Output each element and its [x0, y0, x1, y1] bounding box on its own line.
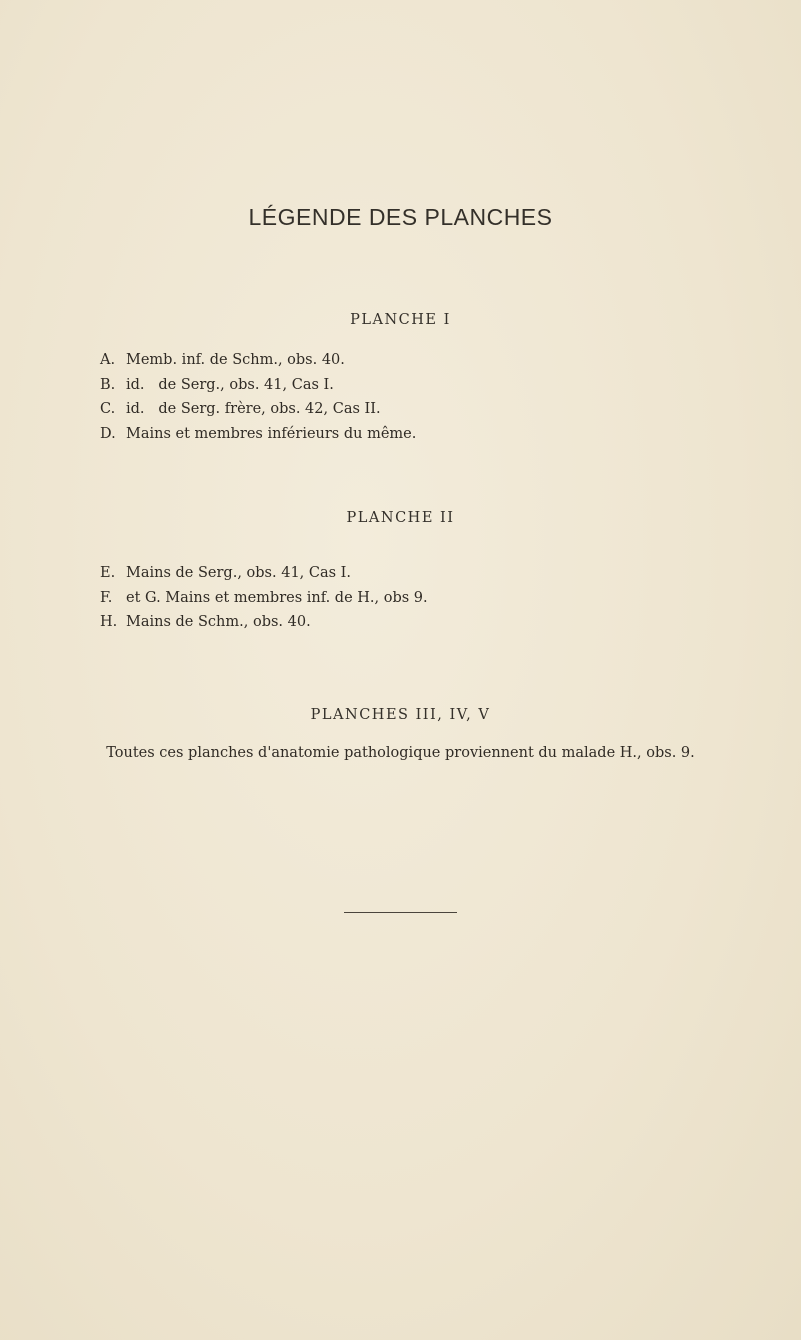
legend-text: Mains de Serg., obs. 41, Cas I.	[126, 565, 352, 581]
divider-rule	[344, 912, 457, 913]
legend-item	[100, 610, 428, 635]
legend-key: B.	[100, 376, 116, 393]
legend-key: F.	[100, 589, 113, 606]
legend-key: H.	[100, 614, 118, 630]
legend-list-planche-1	[100, 348, 416, 446]
legend-text: Mains et membres inférieurs du même.	[126, 425, 417, 442]
section-heading-planche-2: PLANCHE II	[346, 510, 455, 526]
section-note: Toutes ces planches d'anatomie pathologique proviennent du malade H., obs. 9.	[106, 745, 695, 761]
legend-text: Memb. inf. de Schm., obs. 40.	[126, 352, 345, 368]
legend-item	[100, 422, 416, 447]
legend-key: C.	[100, 401, 116, 417]
legend-text: Mains de Schm., obs. 40.	[126, 614, 311, 630]
legend-text: id. de Serg. frère, obs. 42, Cas II.	[126, 401, 381, 417]
legend-text: et G. Mains et membres inf. de H., obs 9.	[126, 589, 428, 606]
legend-item	[100, 586, 428, 611]
legend-list-planche-2	[100, 561, 428, 635]
legend-item	[100, 348, 416, 373]
legend-key: A.	[100, 352, 116, 368]
section-heading-planche-1: PLANCHE I	[350, 312, 451, 328]
legend-item	[100, 561, 428, 586]
legend-item	[100, 397, 416, 422]
page-title: LÉGENDE DES PLANCHES	[248, 204, 553, 230]
section-heading-planches-3-4-5: PLANCHES III, IV, V	[310, 707, 491, 723]
legend-key: E.	[100, 565, 116, 581]
legend-text: id. de Serg., obs. 41, Cas I.	[126, 376, 334, 393]
legend-key: D.	[100, 425, 116, 442]
legend-item	[100, 373, 416, 398]
